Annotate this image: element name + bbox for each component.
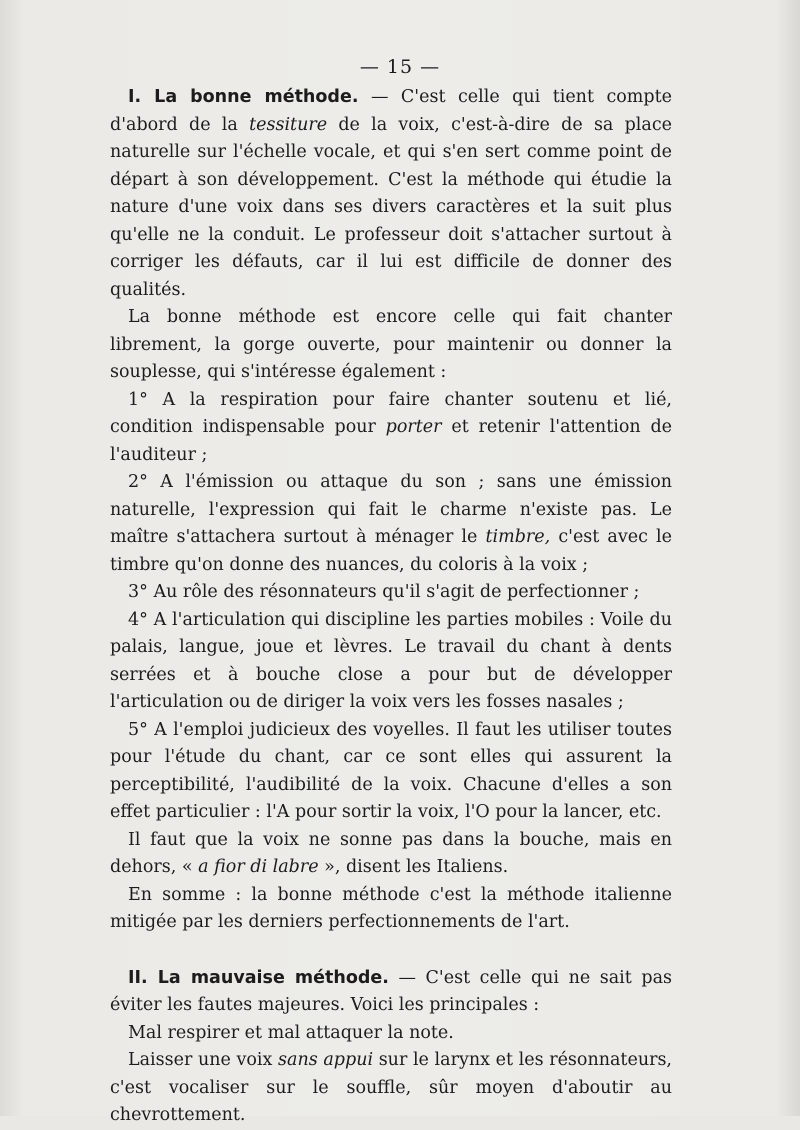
paragraph-text-a: Laisser une voix: [128, 1050, 279, 1070]
paragraph: En somme : la bonne méthode c'est la méthode italienne mitigée par les derniers perfectionnements de l'art.: [110, 884, 672, 932]
list-item-2-text-b: c'est avec le timbre qu'on donne des nuances, du coloris à la voix ;: [110, 527, 672, 575]
list-item-1: [110, 387, 672, 470]
list-item-2-emphasis: timbre,: [485, 527, 551, 547]
paragraph: [110, 1047, 672, 1130]
section-2-heading: II. La mauvaise méthode.: [128, 967, 389, 988]
body-text: [110, 84, 672, 1130]
list-item-1-emphasis: porter: [385, 417, 442, 437]
section-1-heading: I. La bonne méthode.: [128, 87, 359, 107]
list-item-5: 5° A l'emploi judicieux des voyelles. Il faut les utiliser toutes pour l'étude du chant, car ce sont elles qui assurent la perceptibilité, l'audibilité de la voix. Chacune d'elles a son effet particulier : l'A pour sortir la voix, l'O pour la lancer, etc.: [110, 719, 672, 822]
paragraph: La bonne méthode est encore celle qui fait chanter librement, la gorge ouverte, pour maintenir ou donner la souplesse, qui s'intéresse également :: [110, 307, 672, 382]
list-item-4: 4° A l'articulation qui discipline les parties mobiles : Voile du palais, langue, joue et lèvres. Le travail du chant à dents serrées et à bouche close a pour but de développer l'articulation ou de diriger la voix vers les fosses nasales ;: [110, 609, 672, 712]
paragraph-text-b: sur le larynx et les résonnateurs, c'est vocaliser sur le souffle, sûr moyen d'aboutir au chevrottement.: [110, 1050, 672, 1125]
paragraph: [110, 827, 672, 882]
list-item-3: 3° Au rôle des résonnateurs qu'il s'agit de perfectionner ;: [128, 582, 640, 602]
list-item-2: [110, 469, 672, 579]
paragraph-emphasis: a fior di labre: [198, 857, 319, 877]
section-1-emphasis: tessiture: [249, 114, 328, 135]
section-1-text-b: de la voix, c'est-à-dire de sa place naturelle sur l'échelle vocale, et qui s'en sert comme point de départ à son développement. C'est la méthode qui étudie la nature d'une voix dans ses divers caractères et la suit plus qu'elle ne la conduit. Le professeur doit s'attacher surtout à corriger les défauts, car il lui est difficile de donner des qualités.: [110, 114, 672, 300]
paragraph-text-a: Il faut que la voix ne sonne pas dans la bouche, mais en dehors, «: [110, 829, 672, 877]
section-1-text-a: C'est celle qui tient compte d'abord de la: [110, 87, 672, 135]
section-2-paragraph: [110, 965, 672, 1020]
list-item-1-text-a: 1° A la respiration pour faire chanter soutenu et lié, condition indispensable pour: [110, 389, 672, 437]
section-1-dash: —: [358, 87, 401, 107]
section-1-paragraph: [110, 84, 672, 304]
page-number: — 15 —: [359, 56, 441, 78]
section-2-dash: —: [388, 967, 426, 988]
paragraph-text-b: », disent les Italiens.: [318, 857, 509, 877]
list-item-2-text-a: 2° A l'émission ou attaque du son ; sans une émission naturelle, l'expression qui fait le charme n'existe pas. Le maître s'attachera surtout à ménager le: [110, 472, 672, 547]
list-item-1-text-b: et retenir l'attention de l'auditeur ;: [110, 417, 672, 465]
section-2-text: C'est celle qui ne sait pas éviter les fautes majeures. Voici les principales :: [110, 967, 672, 1015]
paragraph: Mal respirer et mal attaquer la note.: [128, 1022, 454, 1043]
paragraph-emphasis: sans appui: [278, 1050, 374, 1070]
